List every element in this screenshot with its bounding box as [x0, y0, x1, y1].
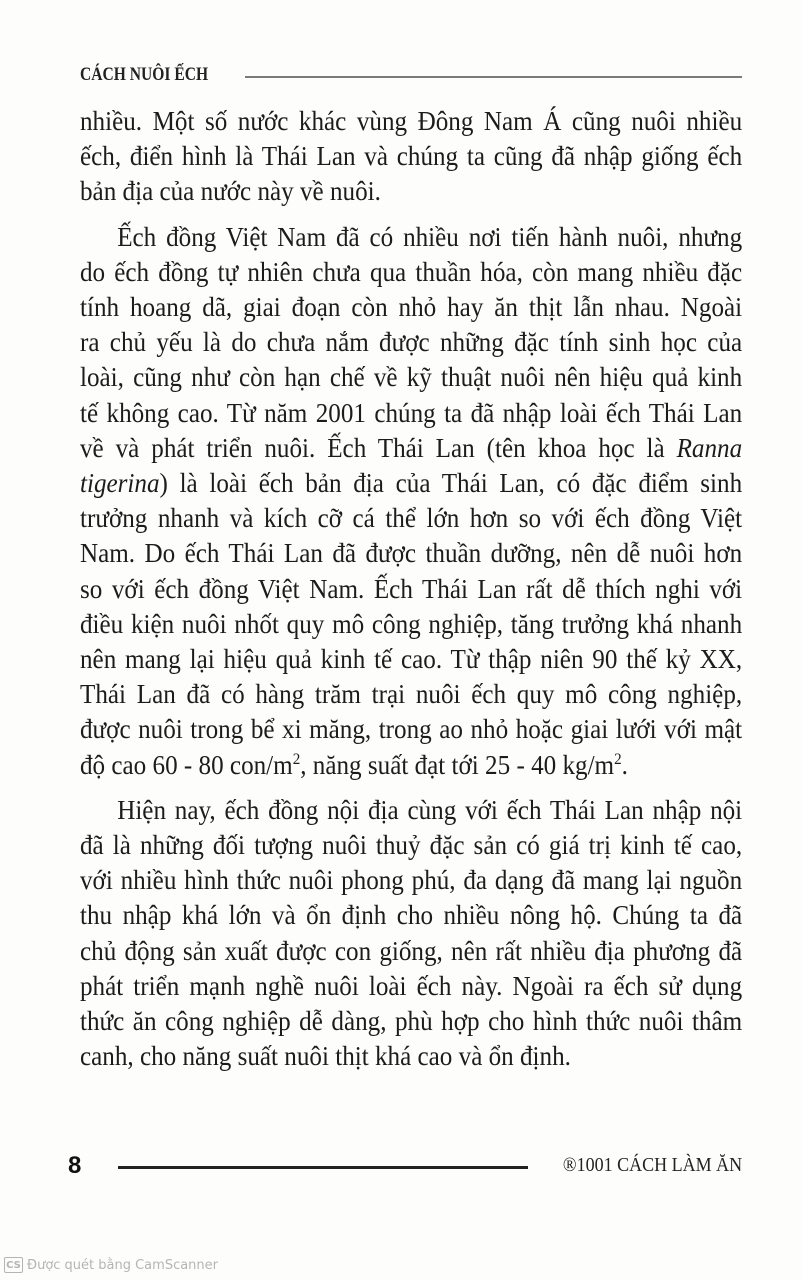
paragraph-2 [80, 220, 742, 783]
scanner-watermark [4, 1255, 218, 1275]
text-line: chủ động sản xuất được con giống, nên rất nhiều địa phương đã [80, 935, 743, 966]
text-line: trưởng nhanh và kích cỡ cá thể lớn hơn so với ếch đồng Việt [80, 503, 743, 534]
text-line: canh, cho năng suất nuôi thịt khá cao và ổn định. [80, 1041, 571, 1072]
header-rule [245, 76, 742, 78]
paragraph-3 [80, 793, 742, 1075]
text-line: nhiều. Một số nước khác vùng Đông Nam Á cũng nuôi nhiều [80, 106, 743, 136]
text-line: tính hoang dã, giai đoạn còn nhỏ hay ăn thịt lẫn nhau. Ngoài [80, 292, 743, 323]
text-line: thu nhập khá lớn và ổn định cho nhiều nông hộ. Chúng ta đã [80, 900, 743, 931]
text-line: đã là những đối tượng nuôi thuỷ đặc sản có giá trị kinh tế cao, [80, 830, 743, 861]
text-segment: ) là loài ếch bản địa của Thái Lan, có đặc điểm sinh [159, 468, 743, 499]
paragraph-1 [80, 104, 742, 210]
text-line: Thái Lan đã có hàng trăm trại nuôi ếch quy mô công nghiệp, [80, 679, 743, 710]
running-header [80, 62, 742, 88]
text-line: tế không cao. Từ năm 2001 chúng ta đã nhập loài ếch Thái Lan [80, 397, 743, 428]
text-line: loài, cũng như còn hạn chế về kỹ thuật nuôi nên hiệu quả kinh [80, 362, 743, 393]
page-footer [68, 1152, 742, 1182]
watermark-text: Được quét bằng CamScanner [27, 1257, 219, 1273]
text-line: được nuôi trong bể xi măng, trong ao nhỏ hoặc giai lưới với mật [80, 714, 743, 745]
text-line: với nhiều hình thức nuôi phong phú, đa dạng đã mang lại nguồn [80, 865, 743, 896]
text-line: so với ếch đồng Việt Nam. Ếch Thái Lan rất dễ thích nghi với [80, 573, 743, 604]
text-segment: độ cao 60 - 80 con/m [80, 749, 293, 780]
superscript: 2 [614, 749, 622, 768]
text-line [80, 466, 742, 501]
page-number: 8 [68, 1152, 82, 1179]
text-line: thức ăn công nghiệp dễ dàng, phù hợp cho hình thức nuôi thâm [80, 1006, 743, 1037]
text-line: Ếch đồng Việt Nam đã có nhiều nơi tiến hành nuôi, nhưng [117, 221, 743, 252]
text-line: điều kiện nuôi nhốt quy mô công nghiệp, tăng trưởng khá nhanh [80, 608, 743, 639]
text-line: ra chủ yếu là do chưa nắm được những đặc tính sinh học của [80, 327, 743, 358]
text-segment: . [621, 749, 628, 780]
text-segment: , năng suất đạt tới 25 - 40 kg/m [300, 749, 615, 780]
running-title: CÁCH NUÔI ẾCH [80, 64, 209, 85]
camscanner-icon: CS [4, 1257, 23, 1273]
text-line: phát triển mạnh nghề nuôi loài ếch này. Ngoài ra ếch sử dụng [80, 970, 743, 1001]
scientific-name-genus: Ranna [676, 432, 743, 463]
series-title: ®1001 CÁCH LÀM ĂN [562, 1154, 742, 1176]
footer-rule [118, 1166, 528, 1169]
text-line: bản địa của nước này về nuôi. [80, 176, 381, 207]
text-segment: về và phát triển nuôi. Ếch Thái Lan (tên khoa học là [80, 432, 677, 463]
text-line [80, 431, 742, 466]
text-line: ếch, điển hình là Thái Lan và chúng ta cũng đã nhập giống ếch [80, 141, 743, 172]
text-line: do ếch đồng tự nhiên chưa qua thuần hóa, còn mang nhiều đặc [80, 256, 743, 287]
text-line: Hiện nay, ếch đồng nội địa cùng với ếch Thái Lan nhập nội [117, 794, 743, 825]
scientific-name-species: tigerina [80, 468, 160, 499]
superscript: 2 [292, 749, 301, 768]
body-text [80, 104, 742, 1084]
text-line: nên mang lại hiệu quả kinh tế cao. Từ thập niên 90 thế kỷ XX, [80, 644, 743, 675]
text-line [80, 748, 742, 783]
text-line: Nam. Do ếch Thái Lan đã được thuần dưỡng, nên dễ nuôi hơn [80, 538, 743, 569]
